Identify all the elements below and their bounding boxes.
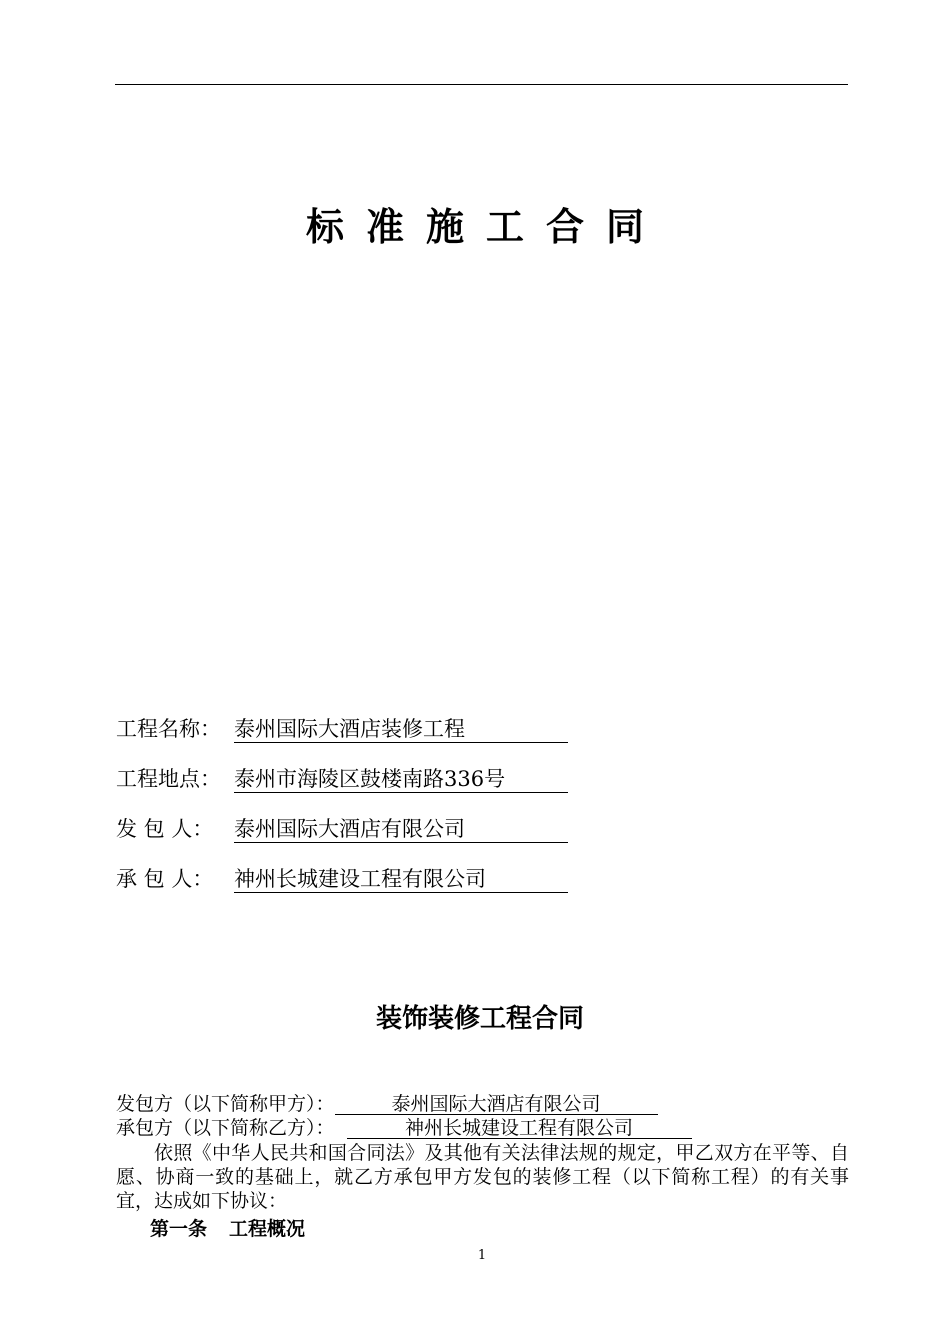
party-row-party-a	[116, 1092, 658, 1116]
info-row-project-name	[116, 714, 568, 744]
info-label: 发 包 人：	[116, 817, 214, 841]
party-label: 发包方（以下简称甲方）：	[116, 1093, 335, 1115]
info-label: 工程名称：	[116, 717, 221, 741]
header-rule	[115, 84, 848, 85]
info-value-project-location: 泰州市海陵区鼓楼南路336号	[234, 766, 568, 793]
article-1-heading	[150, 1214, 305, 1241]
preamble-paragraph: 依照《中华人民共和国合同法》及其他有关法律法规的规定，甲乙双方在平等、自愿、协商一致的基础上，就乙方承包甲方发包的装修工程（以下简称工程）的有关事宜，达成如下协议：	[116, 1142, 849, 1212]
document-title: 标准施工合同	[305, 204, 666, 249]
info-row-contractor	[116, 864, 568, 894]
page-number: 1	[477, 1248, 487, 1263]
info-label: 承 包 人：	[116, 867, 214, 891]
party-label: 承包方（以下简称乙方）：	[116, 1117, 335, 1139]
party-value-party-b: 神州长城建设工程有限公司	[347, 1118, 692, 1139]
info-value-project-name: 泰州国际大酒店装修工程	[234, 716, 568, 743]
info-row-project-location	[116, 764, 568, 794]
info-value-employer: 泰州国际大酒店有限公司	[234, 816, 568, 843]
party-row-party-b	[116, 1116, 692, 1140]
article-title: 工程概况	[229, 1218, 306, 1240]
party-value-party-a: 泰州国际大酒店有限公司	[335, 1094, 658, 1115]
info-label: 工程地点：	[116, 767, 221, 791]
article-number: 第一条	[150, 1218, 208, 1240]
info-row-employer	[116, 814, 568, 844]
info-value-contractor: 神州长城建设工程有限公司	[234, 866, 568, 893]
contract-title: 装饰装修工程合同	[375, 1004, 584, 1034]
